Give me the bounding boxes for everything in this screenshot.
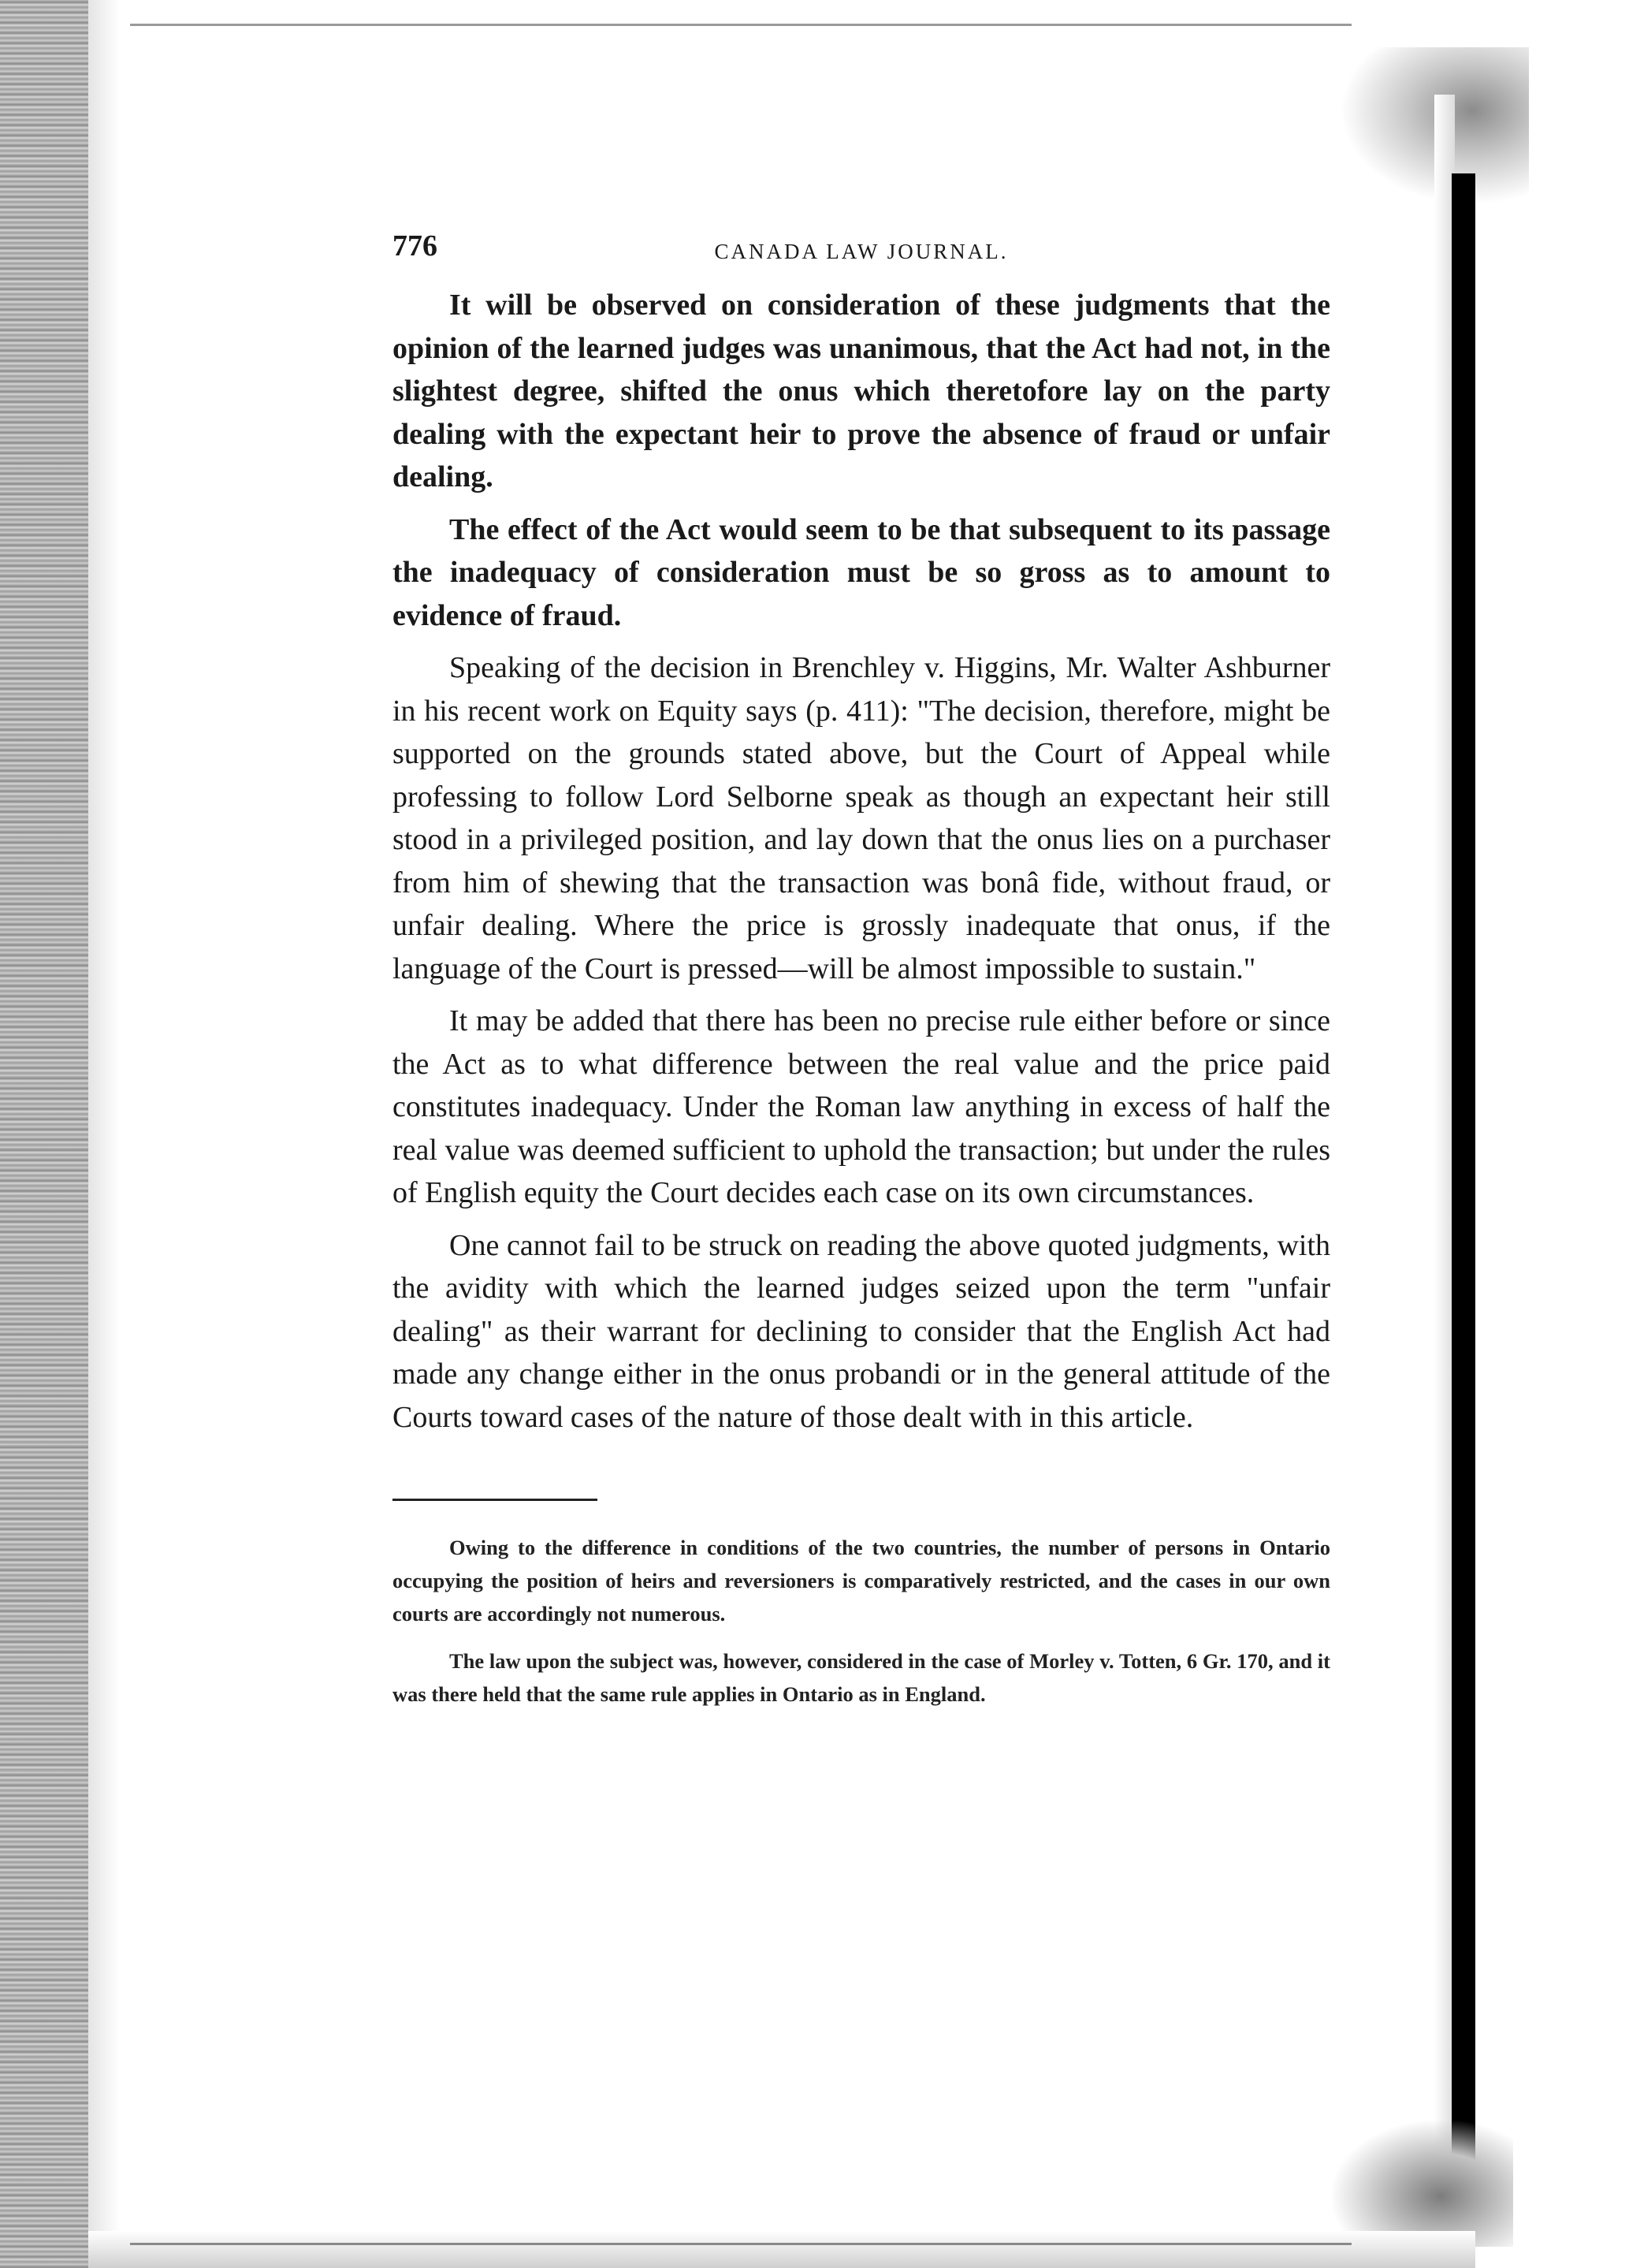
scan-binding-edge <box>0 0 88 2268</box>
scan-noise-bottom-right <box>1332 2121 1513 2247</box>
paragraph-3: Speaking of the decision in Brenchley v. Higgins, Mr. Walter Ashburner in his recent work on Equity says (p. 411): "The decision, therefore, might be supported on the grounds stated above, but the Court of Appeal while professing to follow Lord Selborne speak as though an expectant heir still stood in a privileged position, and lay down that the onus lies on a purchaser from him of shewing that the transaction was bonâ fide, without fraud, or unfair dealing. Where the price is grossly inadequate that onus, if the language of the Court is pressed—will be almost impossible to sustain." <box>392 651 1330 985</box>
paragraph-5: One cannot fail to be struck on reading the above quoted judgments, with the avidity with which the learned judges seized upon the term "unfair dealing" as their warrant for declining to consider that the English Act had made any change either in the onus probandi or in the general attitude of the Courts toward cases of the nature of those dealt with in this article. <box>392 1228 1330 1434</box>
page-header <box>392 229 1330 284</box>
footnote-1: Owing to the difference in conditions of the two countries, the number of persons in Ontario occupying the position of heirs and reversioners is comparatively restricted, and the cases in our own courts are accordingly not numerous. <box>392 1536 1330 1626</box>
body-text <box>392 284 1330 1439</box>
scan-binding-shadow <box>88 0 120 2268</box>
paragraph-1: It will be observed on consideration of these judgments that the opinion of the learned judges was unanimous, that the Act had not, in the slightest degree, shifted the onus which theretofore lay on the party dealing with the expectant heir to prove the absence of fraud or unfair dealing. <box>392 289 1330 493</box>
footnote-divider <box>392 1499 597 1501</box>
footnote-2: The law upon the subject was, however, considered in the case of Morley v. Totten, 6 Gr. 170, and it was there held that the same rule applies in Ontario as in England. <box>392 1649 1330 1706</box>
running-head: CANADA LAW JOURNAL. <box>714 240 1009 263</box>
footnotes <box>392 1531 1330 1711</box>
page-number: 776 <box>392 229 437 263</box>
scan-right-edge <box>1452 173 1475 2207</box>
scan-top-edge <box>130 24 1352 26</box>
paragraph-4: It may be added that there has been no precise rule either before or since the Act as to what difference between the real value and the price paid constitutes inadequacy. Under the Roman law anything in excess of half the real value was deemed sufficient to uphold the transaction; but under the rules of English equity the Court decides each case on its own circumstances. <box>392 1004 1330 1209</box>
scan-bottom-edge <box>88 2231 1475 2268</box>
paragraph-2: The effect of the Act would seem to be that subsequent to its passage the inadequacy of consideration must be so gross as to amount to evidence of fraud. <box>392 512 1330 632</box>
page-content <box>392 229 1330 1725</box>
scan-bottom-rule <box>130 2243 1352 2245</box>
